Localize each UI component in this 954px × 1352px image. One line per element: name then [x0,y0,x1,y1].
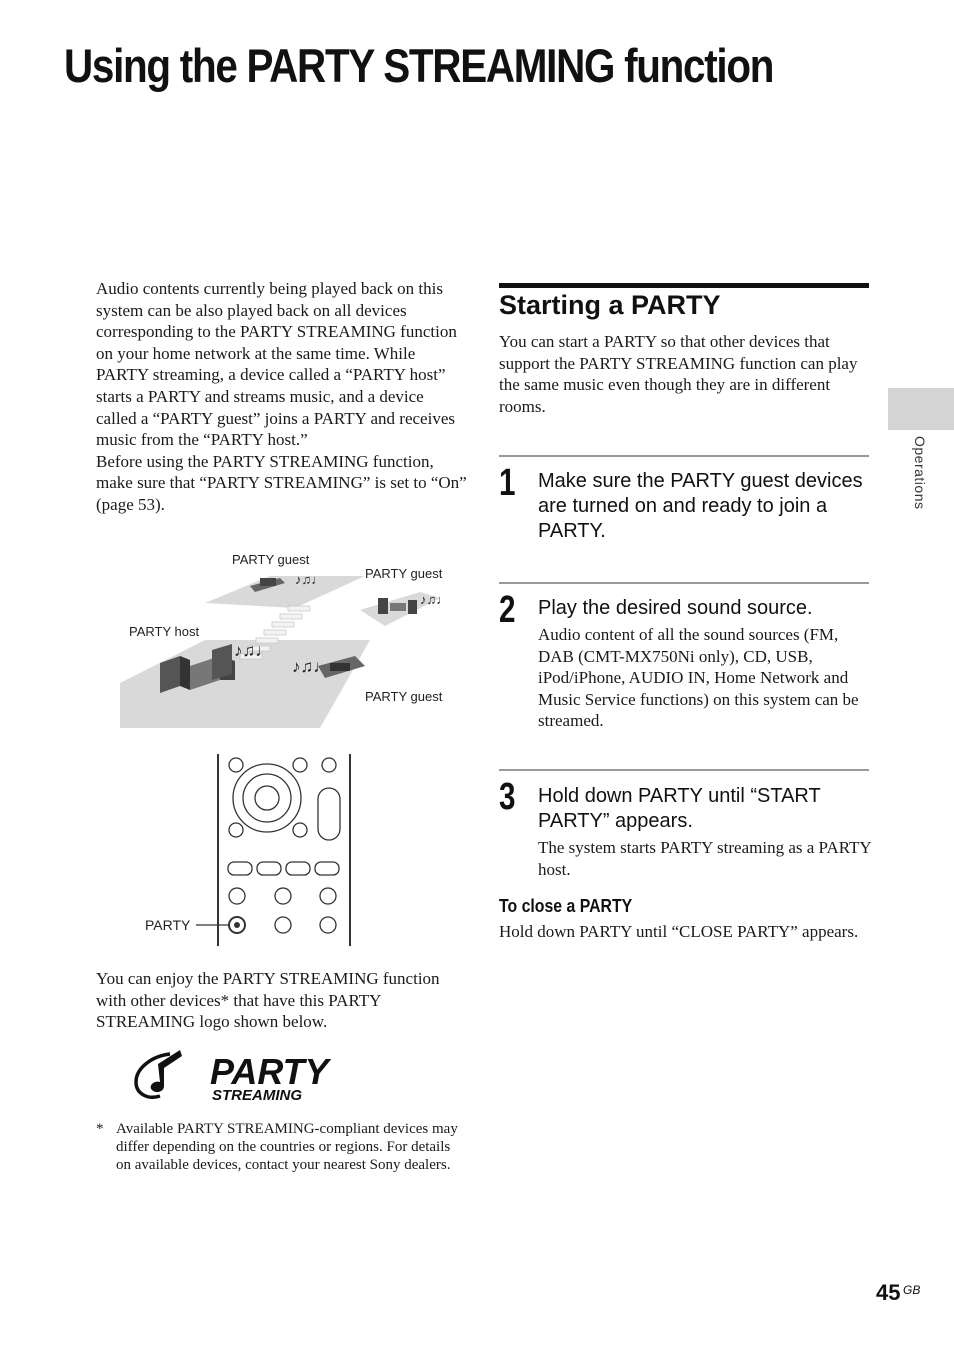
music-notes-icon: ♪♫♩ [420,592,450,607]
logo-subtext: STREAMING [212,1087,302,1104]
section-heading: Starting a PARTY [499,290,721,320]
remote-enter-button [255,786,279,810]
remote-button [315,862,339,875]
guest-label-bottom: PARTY guest [365,689,443,704]
footnote [96,1120,468,1175]
step-number: 2 [499,589,516,631]
section-intro: You can start a PARTY so that other devices that support the PARTY STREAMING function can play the same music even though they are in different rooms. [499,332,858,416]
remote-volume-rocker [318,788,340,840]
page-number: 45 [876,1280,901,1305]
logo-wordmark: PARTY [210,1051,329,1092]
remote-button [257,862,281,875]
section-heading-rule [499,283,869,288]
guest-label-top: PARTY guest [232,552,310,567]
step-divider [499,455,869,457]
step-body: Audio content of all the sound sources (FM, DAB (CMT-MX750Ni only), CD, USB, iPod/iPhone, AUDIO IN, Home Network and Music Service functions) on this system can be streamed. [538,625,859,731]
step-divider [499,582,869,584]
music-notes-icon: ♪♫♩ [295,572,325,587]
setting-note-paragraph: Before using the PARTY STREAMING function, make sure that “PARTY STREAMING” is set to “On” (page 53). [96,451,467,514]
page-title: Using the PARTY STREAMING function [64,39,774,92]
footnote-text: Available PARTY STREAMING-compliant devices may differ depending on the countries or regions. For details on available devices, contact your nearest Sony dealers. [116,1121,458,1174]
remote-dpad-inner [243,774,291,822]
remote-button [293,758,307,772]
upper-floor-shape [205,576,365,608]
intro-paragraph: Audio contents currently being played back on this system can be also played back on all devices corresponding to the PARTY STREAMING function on your home network at the same time. While PARTY streaming, a device called a “PARTY host” starts a PARTY and streams music, and a device called a “PARTY guest” joins a PARTY and receives music from the “PARTY host.” [96,279,457,450]
party-streaming-logo [130,1046,340,1106]
section-tab-marker [888,388,954,430]
remote-party-button-dot [234,922,240,928]
intro-column [96,278,468,516]
remote-button [229,758,243,772]
host-label: PARTY host [129,624,200,639]
compatibility-paragraph: You can enjoy the PARTY STREAMING function with other devices* that have this PARTY STREAMING logo shown below. [96,969,440,1032]
step-number: 1 [499,462,516,504]
party-network-illustration [120,548,460,733]
step-divider [499,769,869,771]
music-notes-icon: ♪♫♩ [292,657,331,676]
section-tab-label: Operations [912,436,928,510]
page-number-suffix: GB [903,1283,921,1297]
remote-button [229,888,245,904]
step-title: Play the desired sound source. [538,597,813,619]
remote-button [229,823,243,837]
remote-button [320,917,336,933]
remote-button [228,862,252,875]
remote-control-illustration [140,750,360,950]
remote-button [275,917,291,933]
music-notes-icon: ♪♫♩ [234,641,273,660]
step-body: The system starts PARTY streaming as a PARTY host. [538,838,872,879]
step-title: Make sure the PARTY guest devices are turned on and ready to join a PARTY. [538,470,863,542]
remote-button [293,823,307,837]
remote-button [275,888,291,904]
remote-button [320,888,336,904]
close-party-heading: To close a PARTY [499,896,633,916]
guest-label-right: PARTY guest [365,566,443,581]
close-party-body: Hold down PARTY until “CLOSE PARTY” appears. [499,922,859,941]
footnote-mark: * [96,1121,104,1137]
step-title: Hold down PARTY until “START PARTY” appears. [538,785,821,832]
remote-button [322,758,336,772]
step-number: 3 [499,776,516,818]
party-button-label: PARTY [145,917,191,933]
remote-button [286,862,310,875]
